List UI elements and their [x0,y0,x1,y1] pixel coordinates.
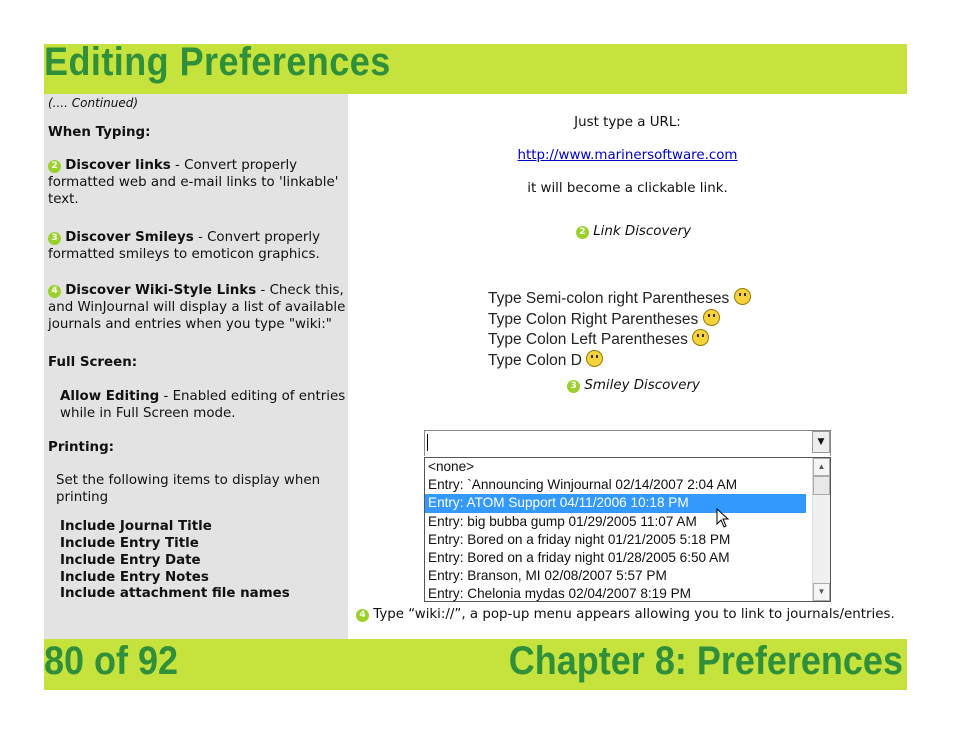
link-discovery-caption [466,224,801,239]
url-example [460,148,795,163]
smiley-examples [488,288,768,370]
allow-editing-item [48,388,346,422]
mouse-pointer-icon [716,508,730,532]
print-item-entry-notes: Include Entry Notes [60,570,209,585]
discover-wiki-item [48,282,346,333]
scroll-thumb[interactable] [813,476,830,495]
becomes-link-text: it will become a clickable link. [527,181,728,196]
url-link[interactable]: http://www.marinersoftware.com [517,148,738,163]
smile-smiley-icon [703,309,720,326]
wiki-entry-list[interactable] [424,457,831,602]
discover-links-item [48,157,346,208]
chapter-title: Chapter 8: Preferences [508,639,903,683]
smiley-discovery-label: Smiley Discovery [584,378,700,393]
smiley-row-wink: Type Semi-colon right Parentheses [488,288,768,309]
number-2-icon: 2 [576,226,589,239]
smiley-discovery-caption [466,378,801,393]
wiki-caption-text: Type “wiki://”, a pop-up menu appears allowing you to link to journals/entries. [373,607,895,622]
print-item-entry-date: Include Entry Date [60,553,201,568]
full-screen-heading: Full Screen: [48,355,138,370]
print-item-journal-title: Include Journal Title [60,519,212,534]
discover-wiki-desc: - Check this, and WinJournal will display a list of available journals and entries when you type "wiki:" [48,283,346,332]
list-item[interactable]: Entry: big bubba gump 01/29/2005 11:07 AM [428,513,697,529]
list-item[interactable]: Entry: Bored on a friday night 01/28/2005 6:50 AM [428,549,730,565]
page-number: 80 of 92 [44,639,179,683]
scroll-up-icon[interactable]: ▲ [813,458,830,476]
discover-smileys-item [48,229,346,263]
page-header [44,40,907,94]
discover-links-title: Discover links [65,158,171,173]
printing-desc: Set the following items to display when printing [56,473,321,505]
number-4-icon: 4 [356,609,369,622]
left-column [44,94,348,639]
wiki-caption [356,607,895,622]
list-item[interactable]: Entry: `Announcing Winjournal 02/14/2007 2:04 AM [428,477,738,493]
page-footer [44,639,907,690]
number-4-icon: 4 [48,285,61,298]
list-item-selected[interactable]: Entry: ATOM Support 04/11/2006 10:18 PM [425,494,806,512]
discover-links-desc: - Convert properly formatted web and e-mail links to 'linkable' text. [48,158,339,207]
list-item[interactable]: <none> [428,459,475,474]
print-item-entry-title: Include Entry Title [60,536,199,551]
allow-editing-title: Allow Editing [60,389,160,404]
continued-note: (.... Continued) [48,96,139,110]
scroll-down-icon[interactable]: ▼ [813,583,830,601]
number-3-icon: 3 [48,232,61,245]
list-item[interactable]: Entry: Chelonia mydas 02/04/2007 8:19 PM [428,586,691,602]
sad-smiley-icon [692,329,709,346]
wink-smiley-icon [734,288,751,305]
printing-heading: Printing: [48,440,115,455]
smiley-row-sad: Type Colon Left Parentheses [488,329,768,350]
list-item[interactable]: Entry: Bored on a friday night 01/21/2005 5:18 PM [428,531,731,547]
discover-wiki-title: Discover Wiki-Style Links [65,283,257,298]
text-caret [427,434,428,451]
smiley-row-grin: Type Colon D [488,350,768,371]
smiley-row-smile: Type Colon Right Parentheses [488,309,768,330]
discover-smileys-desc: - Convert properly formatted smileys to emoticon graphics. [48,230,321,262]
just-type-text: Just type a URL: [574,115,681,130]
discover-smileys-title: Discover Smileys [65,230,194,245]
number-3-icon: 3 [567,380,580,393]
list-scrollbar[interactable] [812,458,830,601]
allow-editing-desc: - Enabled editing of entries while in Full Screen mode. [60,389,346,421]
page-title: Editing Preferences [44,40,391,84]
list-item[interactable]: Entry: Branson, MI 02/08/2007 5:57 PM [428,568,667,584]
wiki-link-dropdown[interactable] [424,430,831,456]
grin-smiley-icon [586,350,603,367]
number-2-icon: 2 [48,160,61,173]
when-typing-heading: When Typing: [48,125,151,140]
dropdown-arrow-icon[interactable]: ▼ [812,431,830,453]
link-discovery-label: Link Discovery [593,224,692,239]
print-item-attachments: Include attachment file names [60,586,290,601]
